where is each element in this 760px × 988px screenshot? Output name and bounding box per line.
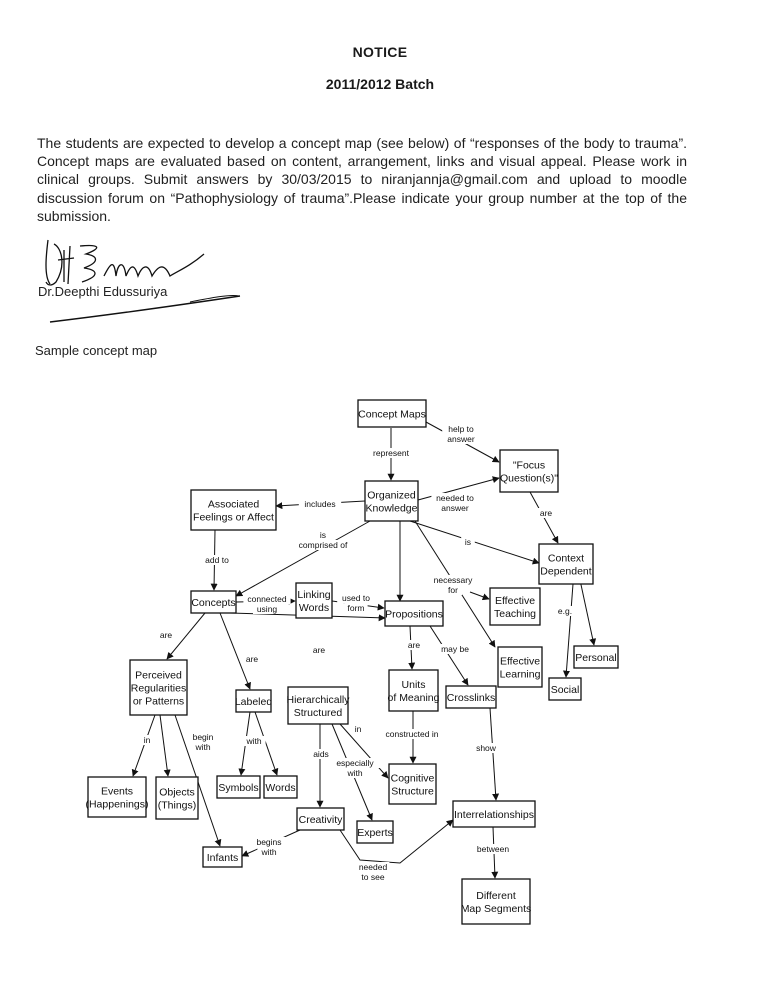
concept-node-label: Learning: [499, 668, 541, 681]
link-label-begins-with: begins: [256, 837, 282, 847]
concept-node-words: [264, 776, 297, 798]
concept-node-different: [461, 879, 532, 924]
concept-node-crosslinks: [446, 686, 496, 708]
concept-node-cognitive: [389, 764, 436, 804]
signer-name: Dr.Deepthi Edussuriya: [38, 284, 168, 299]
link-label-needed-to-see: needed: [358, 862, 388, 872]
concept-node-experts: [357, 821, 393, 843]
link-label-between: between: [476, 844, 510, 854]
concept-node-label: Propositions: [385, 608, 443, 621]
concept-node-label: Map Segments: [460, 903, 532, 915]
concept-node-label: Dependent: [540, 565, 592, 578]
map-connector: [220, 613, 250, 689]
concept-node-label: Feelings or Affect: [193, 511, 274, 524]
concept-node-label: Question(s)": [500, 472, 558, 485]
concept-node-eff-teaching: [490, 588, 540, 625]
concept-node-propositions: [385, 601, 443, 626]
concept-node-label: Labeled: [234, 696, 273, 708]
concept-node-label: Different: [476, 890, 516, 902]
concept-node-label: Crosslinks: [446, 692, 496, 704]
link-label-in-hier: in: [354, 724, 362, 734]
concept-node-label: Events: [100, 785, 134, 798]
map-connector: [470, 592, 489, 599]
concept-node-label: Symbols: [218, 782, 259, 794]
map-connector: [490, 708, 496, 800]
instructions-paragraph: [37, 134, 687, 225]
concept-node-label: Words: [265, 782, 296, 794]
concept-node-focus: [500, 450, 558, 492]
link-label-begin-with: begin: [192, 732, 214, 742]
concept-node-label: (Happenings): [85, 798, 149, 811]
link-label-help-to-answer: answer: [447, 434, 475, 444]
concept-map-diagram: [0, 380, 760, 940]
concept-node-label: Structured: [293, 707, 343, 719]
link-label-is-comprised: is: [319, 530, 327, 540]
concept-node-hierarchically: [286, 687, 350, 724]
link-label-includes: includes: [304, 499, 336, 509]
concept-node-label: of Meaning: [387, 692, 440, 704]
link-label-is-comprised: comprised of: [298, 540, 348, 550]
concept-node-perceived: [130, 660, 187, 715]
link-label-used-to-form: form: [347, 603, 365, 613]
batch-title: 2011/2012 Batch: [325, 76, 435, 92]
concept-node-label: Objects: [159, 786, 195, 799]
link-label-are-focus: are: [539, 508, 553, 518]
link-label-are-labeled: are: [245, 654, 259, 664]
concept-node-label: Effective: [499, 655, 541, 668]
concept-node-label: Perceived: [135, 669, 182, 682]
sample-concept-map-label: Sample concept map: [35, 343, 158, 358]
instructions-text: The students are expected to develop a concept map (see below) of “responses of the body to trauma”. Concept maps are evaluated based on content, arrangement, links and visual appeal. Please work in clinical groups. Submit answers by 30/03/2015 to niranjannja@gmail.com and upload to moodle discussion forum on “Pathophysiology of trauma”.Please indicate your group number at the top of the submission.: [37, 135, 687, 224]
concept-node-label: Regularities: [130, 682, 187, 695]
concept-node-label: Concepts: [191, 597, 236, 609]
concept-node-label: Units: [401, 679, 426, 691]
concept-node-label: Teaching: [493, 608, 537, 620]
concept-node-organized: [365, 481, 418, 521]
concept-node-eff-learning: [498, 647, 542, 687]
concept-node-label: Linking: [297, 589, 331, 601]
link-label-are-perceived: are: [159, 630, 173, 640]
link-label-especially-with: especially: [336, 758, 374, 768]
concept-node-label: Hierarchically: [286, 694, 350, 706]
link-label-add-to: add to: [205, 555, 229, 565]
concept-node-label: Personal: [575, 652, 617, 664]
concept-node-label: "Focus: [512, 459, 546, 472]
concept-node-concept-maps: [358, 400, 426, 427]
link-label-necessary-for: necessary: [433, 575, 473, 585]
link-label-begin-with: with: [195, 742, 211, 752]
link-label-constructed-in: constructed in: [385, 729, 439, 739]
link-label-in-perceived: in: [143, 735, 151, 745]
map-connector: [566, 584, 573, 677]
concept-node-associated: [191, 490, 276, 530]
concept-node-label: Social: [550, 684, 580, 696]
concept-node-label: Creativity: [298, 814, 343, 826]
concept-node-label: Context: [547, 552, 585, 565]
link-label-are-units: are: [407, 640, 421, 650]
notice-title: NOTICE: [352, 44, 408, 60]
link-label-show: show: [476, 743, 496, 753]
concept-node-interrelationships: [453, 801, 535, 827]
link-label-is-context: is: [464, 537, 472, 547]
link-label-needed-to-answer: needed to: [436, 493, 474, 503]
concept-node-context: [539, 544, 593, 584]
concept-node-label: Interrelationships: [454, 809, 534, 821]
concept-node-labeled: [235, 690, 273, 712]
concept-node-social: [549, 678, 581, 700]
map-connector: [133, 715, 155, 776]
concept-node-objects: [156, 777, 198, 819]
concept-node-label: Infants: [206, 852, 239, 864]
link-label-needed-to-see: to see: [361, 872, 385, 882]
concept-node-label: Associated: [207, 498, 260, 511]
concept-node-label: Concept Maps: [358, 408, 426, 421]
concept-node-symbols: [217, 776, 260, 798]
link-label-may-be: may be: [441, 644, 469, 654]
link-label-connected-using: connected: [247, 594, 287, 604]
link-label-eg: e.g.: [557, 606, 573, 616]
link-label-necessary-for: for: [448, 585, 458, 595]
concept-node-creativity: [297, 808, 344, 830]
concept-node-label: Experts: [357, 827, 393, 839]
concept-node-label: or Patterns: [132, 695, 185, 708]
link-label-aids: aids: [313, 749, 329, 759]
link-label-with-labeled: with: [246, 736, 262, 746]
concept-node-label: Cognitive: [390, 772, 435, 785]
concept-node-label: Organized: [367, 489, 416, 502]
link-label-especially-with: with: [347, 768, 363, 778]
link-label-are-hier: are: [312, 645, 326, 655]
concept-node-units: [388, 670, 440, 711]
handwritten-signature: [40, 236, 250, 326]
concept-node-label: Knowledge: [365, 502, 418, 515]
concept-node-label: (Things): [157, 799, 197, 812]
concept-node-linking: [296, 583, 332, 618]
link-label-connected-using: using: [256, 604, 278, 614]
map-nodes: [85, 400, 618, 924]
concept-node-label: Structure: [391, 785, 434, 798]
concept-node-concepts: [191, 591, 236, 613]
link-label-help-to-answer: help to: [448, 424, 474, 434]
map-connector: [160, 715, 168, 776]
concept-node-personal: [574, 646, 618, 668]
link-label-begins-with: with: [261, 847, 277, 857]
map-connector: [580, 580, 594, 645]
link-label-represent: represent: [373, 448, 409, 458]
concept-node-label: Effective: [494, 595, 536, 607]
link-label-used-to-form: used to: [342, 593, 370, 603]
link-label-needed-to-answer: answer: [441, 503, 469, 513]
concept-node-label: Words: [298, 602, 330, 614]
concept-node-infants: [203, 847, 242, 867]
concept-node-events: [85, 777, 148, 817]
